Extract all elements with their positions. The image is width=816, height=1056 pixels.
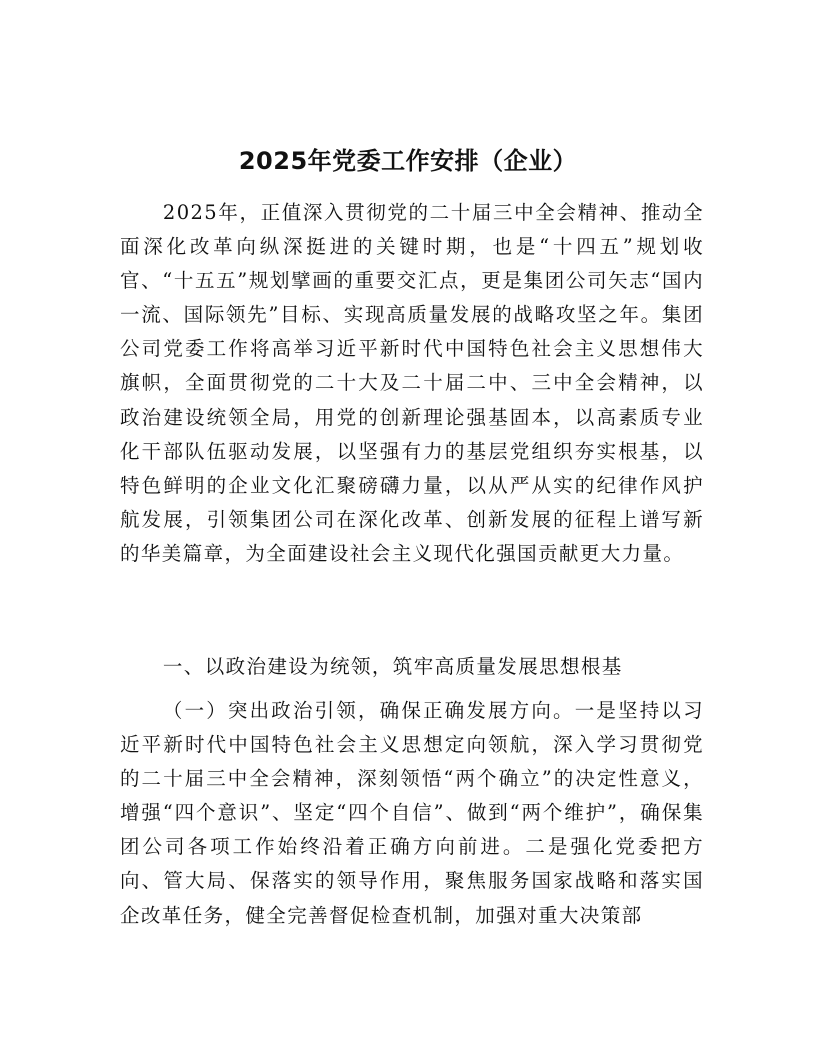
section-heading-1: 一、以政治建设为统领，筑牢高质量发展思想根基 <box>162 655 623 678</box>
section-paragraph-1: （一）突出政治引领，确保正确发展方向。一是坚持以习近平新时代中国特色社会主义思想定向领航，深入学习贯彻党的二十届三中全会精神，深刻领悟“两个确立”的决定性意义，增强“四个意识”、坚定“四个自信”、做到“两个维护”，确保集团公司各项工作始终沿着正确方向前进。二是强化党委把方向、管大局、保落实的领导作用，聚焦服务国家战略和落实国企改革任务，健全完善督促检查机制，加强对重大决策部 <box>120 699 704 927</box>
document-title: 2025年党委工作安排（企业） <box>238 147 578 175</box>
intro-paragraph: 2025年，正值深入贯彻党的二十届三中全会精神、推动全面深化改革向纵深挺进的关键时期，也是“十四五”规划收官、“十五五”规划擘画的重要交汇点，更是集团公司矢志“国内一流、国际领先”目标、实现高质量发展的战略攻坚之年。集团公司党委工作将高举习近平新时代中国特色社会主义思想伟大旗帜，全面贯彻党的二十大及二十届二中、三中全会精神，以政治建设统领全局，用党的创新理论强基固本，以高素质专业化干部队伍驱动发展，以坚强有力的基层党组织夯实根基，以特色鲜明的企业文化汇聚磅礴力量，以从严从实的纪律作风护航发展，引领集团公司在深化改革、创新发展的征程上谱写新的华美篇章，为全面建设社会主义现代化强国贡献更大力量。 <box>120 201 704 565</box>
